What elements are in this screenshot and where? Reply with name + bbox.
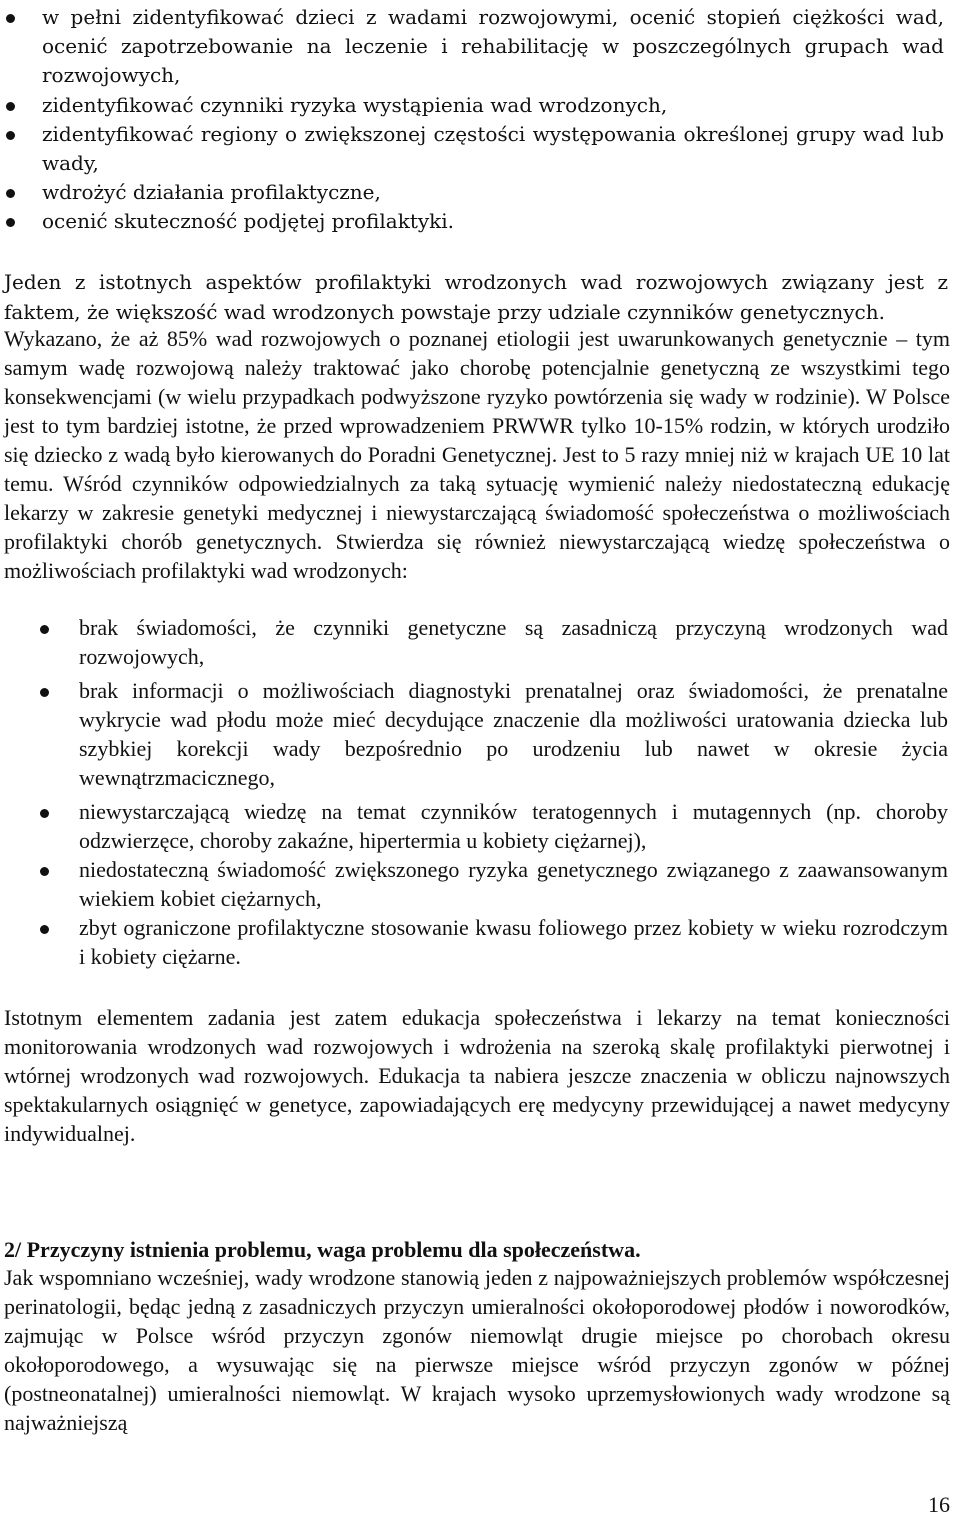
list-item: wdrożyć działania profilaktyczne, [4, 178, 944, 207]
list-item: ocenić skuteczność podjętej profilaktyki. [4, 207, 944, 236]
paragraph-etiology: Wykazano, że aż 85% wad rozwojowych o poznanej etiologii jest uwarunkowanych genetycznie – tym samym wadę rozwojową należy traktować jako chorobę potencjalnie genetyczną ze wszystkimi tego konsekwencjami (w wielu przypadkach podwyższone ryzyko powtórzenia się wady w rodzinie). W Polsce jest to tym bardziej istotne, że przed wprowadzeniem PRWWR tylko 10-15% rodzin, w których urodziło się dziecko z wadą było kierowanych do Poradni Genetycznej. Jest to 5 razy mniej niż w krajach UE 10 lat temu. Wśród czynników odpowiedzialnych za taką sytuację wymienić należy niedostateczną edukację lekarzy w zakresie genetyki medycznej i niewystarczającą świadomość społeczeństwa o możliwościach profilaktyki chorób genetycznych. Stwierdza się również niewystarczającą wiedzę społeczeństwa o możliwościach profilaktyki wad wrodzonych: [4, 326, 950, 583]
list-item: niewystarczającą wiedzę na temat czynników teratogennych i mutagennych (np. choroby odzwierzęce, choroby zakaźne, hipertermia u kobiety ciężarnej), [4, 797, 948, 855]
list-item: niedostateczną świadomość zwiększonego ryzyka genetycznego związanego z zaawansowanym wiekiem kobiet ciężarnych, [4, 855, 948, 913]
list-item: zidentyfikować regiony o zwiększonej częstości występowania określonej grupy wad lub wady, [4, 120, 944, 178]
page-number: 16 [928, 1492, 950, 1517]
list-item: brak świadomości, że czynniki genetyczne są zasadniczą przyczyną wrodzonych wad rozwojowych, [4, 613, 948, 671]
list-item: zbyt ograniczone profilaktyczne stosowanie kwasu foliowego przez kobiety w wieku rozrodczym i kobiety ciężarne. [4, 913, 948, 971]
paragraph-genetic-aspect: Jeden z istotnych aspektów profilaktyki wrodzonych wad rozwojowych związany jest z faktem, że większość wad wrodzonych powstaje przy udziale czynników genetycznych. [4, 270, 948, 324]
section-heading: 2/ Przyczyny istnienia problemu, waga problemu dla społeczeństwa. [4, 1237, 641, 1262]
list-item: brak informacji o możliwościach diagnostyki prenatalnej oraz świadomości, że prenatalne wykrycie wad płodu może mieć decydujące znaczenie dla możliwości uratowania dziecka lub szybkiej korekcji wady bezpośrednio po urodzeniu lub nawet w okresie życia wewnątrzmacicznego, [4, 676, 948, 792]
goals-bullet-list [4, 3, 944, 237]
list-item: zidentyfikować czynniki ryzyka wystąpienia wad wrodzonych, [4, 91, 944, 120]
paragraph-problem-causes: Jak wspomniano wcześniej, wady wrodzone stanowią jeden z najpoważniejszych problemów współczesnej perinatologii, będąc jedną z zasadniczych przyczyn umieralności okołoporodowej płodów i noworodków, zajmując w Polsce wśród przyczyn zgonów niemowląt drugie miejsce po chorobach okresu okołoporodowego, a wysuwając się na pierwsze miejsce wśród przyczyn zgonów w późnej (postneonatalnej) umieralności niemowląt. W krajach wysoko uprzemysłowionych wady wrodzone są najważniejszą [4, 1265, 950, 1435]
awareness-bullet-list [4, 613, 948, 971]
paragraph-education: Istotnym elementem zadania jest zatem edukacja społeczeństwa i lekarzy na temat konieczności monitorowania wrodzonych wad rozwojowych i wdrożenia na szeroką skalę profilaktyki pierwotnej i wtórnej wrodzonych wad rozwojowych. Edukacja ta nabiera jeszcze znaczenia w obliczu najnowszych spektakularnych osiągnięć w genetyce, zapowiadających erę medycyny przewidującej a nawet medycyny indywidualnej. [4, 1005, 950, 1146]
list-item: w pełni zidentyfikować dzieci z wadami rozwojowymi, ocenić stopień ciężkości wad, ocenić zapotrzebowanie na leczenie i rehabilitację w poszczególnych grupach wad rozwojowych, [4, 3, 944, 91]
